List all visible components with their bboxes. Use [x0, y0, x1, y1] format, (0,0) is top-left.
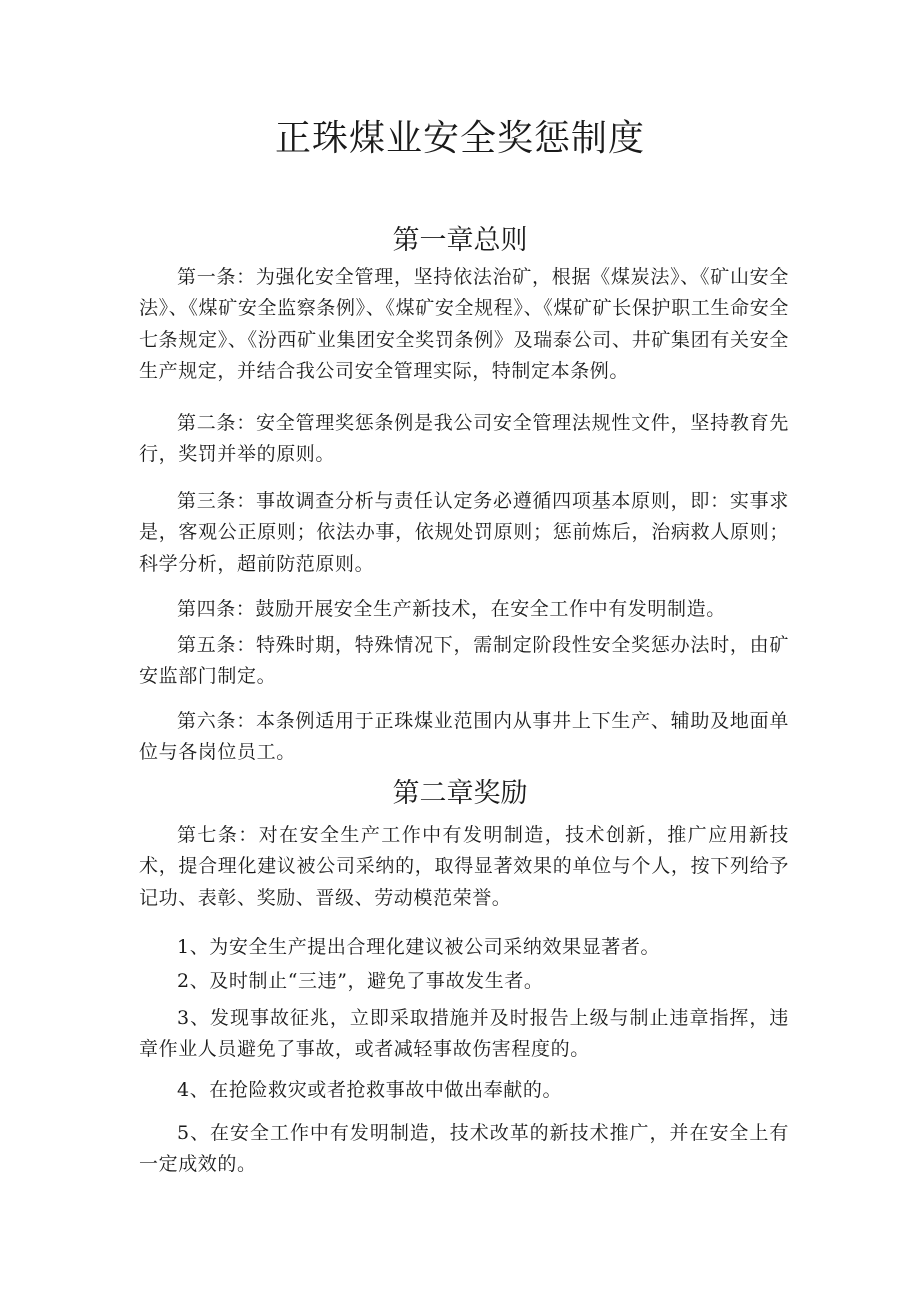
- article-7: 第七条：对在安全生产工作中有发明制造，技术创新，推广应用新技术，提合理化建议被公司采纳的，取得显著效果的单位与个人，按下列给予记功、表彰、奖励、晋级、劳动模范荣誉。: [139, 824, 789, 909]
- reward-item-4: 4、在抢险救灾或者抢救事故中做出奉献的。: [177, 1079, 563, 1101]
- chapter-1-heading: 第一章总则: [392, 225, 528, 256]
- chapter-2-heading: 第二章奖励: [392, 778, 528, 809]
- article-5: 第五条：特殊时期，特殊情况下，需制定阶段性安全奖惩办法时，由矿安监部门制定。: [139, 634, 789, 688]
- article-4: 第四条：鼓励开展安全生产新技术，在安全工作中有发明制造。: [177, 598, 726, 620]
- article-2: 第二条：安全管理奖惩条例是我公司安全管理法规性文件，坚持教育先行，奖罚并举的原则。: [139, 412, 789, 466]
- article-6: 第六条：本条例适用于正珠煤业范围内从事井上下生产、辅助及地面单位与各岗位员工。: [139, 710, 789, 764]
- article-3: 第三条：事故调查分析与责任认定务必遵循四项基本原则，即：实事求是，客观公正原则；依法办事，依规处罚原则；惩前炼后，治病救人原则；科学分析，超前防范原则。: [139, 490, 789, 575]
- reward-item-1: 1、为安全生产提出合理化建议被公司采纳效果显著者。: [177, 936, 661, 958]
- article-1: 第一条：为强化安全管理，坚持依法治矿，根据《煤炭法》、《矿山安全法》、《煤矿安全监察条例》、《煤矿安全规程》、《煤矿矿长保护职工生命安全七条规定》、《汾西矿业集团安全奖罚条例》及瑞泰公司、井矿集团有关安全生产规定，并结合我公司安全管理实际，特制定本条例。: [139, 266, 789, 382]
- reward-item-3: 3、发现事故征兆，立即采取措施并及时报告上级与制止违章指挥，违章作业人员避免了事故，或者减轻事故伤害程度的。: [139, 1007, 789, 1061]
- document-title: 正珠煤业安全奖惩制度: [274, 118, 645, 159]
- reward-item-5: 5、在安全工作中有发明制造，技术改革的新技术推广，并在安全上有一定成效的。: [139, 1122, 789, 1176]
- reward-item-2: 2、及时制止“三违”，避免了事故发生者。: [177, 970, 544, 992]
